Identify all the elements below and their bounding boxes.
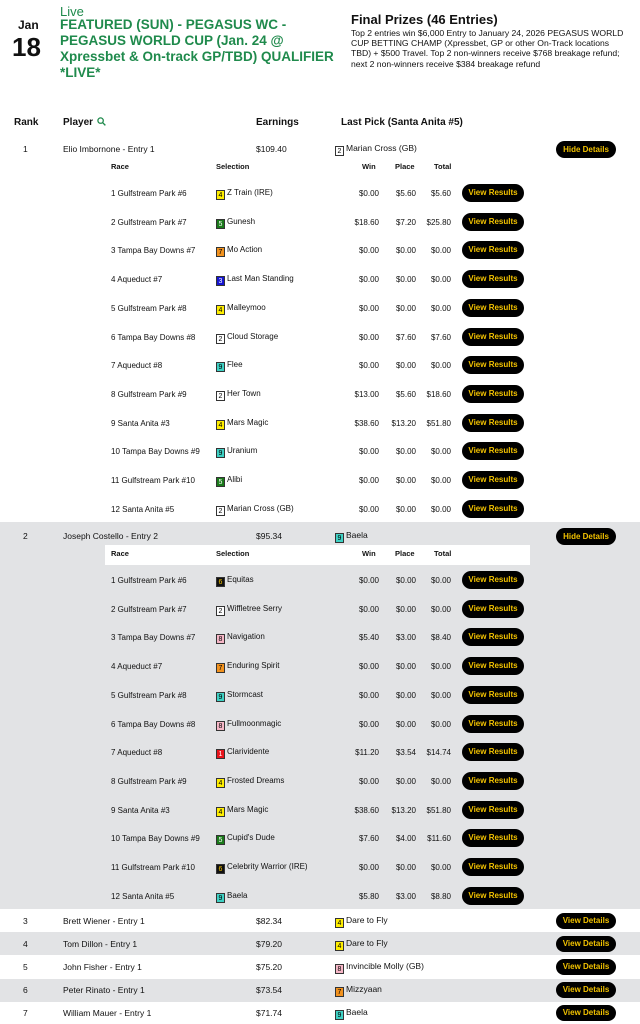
view-results-button[interactable]: View Results [462,628,524,646]
race-selection [216,504,294,516]
player-rank: 3 [23,916,28,926]
post-number-badge: 1 [216,749,225,759]
post-number-badge: 4 [335,918,344,928]
race-name: 11 Gulfstream Park #10 [111,476,195,485]
view-results-button[interactable]: View Results [462,686,524,704]
post-number-badge: 5 [216,477,225,487]
view-results-button[interactable]: View Results [462,571,524,589]
race-selection [216,604,282,616]
race-row [105,380,530,408]
post-number-badge: 2 [216,391,225,401]
race-row [105,323,530,351]
player-column-header [63,117,106,129]
race-win: $0.00 [358,576,379,585]
selection-horse: Equitas [227,575,254,584]
post-number-badge: 8 [216,721,225,731]
race-place: $0.00 [395,662,416,672]
race-total: $0.00 [430,303,451,313]
race-row [105,409,530,437]
race-win: $0.00 [358,662,379,672]
race-name: 12 Santa Anita #5 [111,891,175,901]
contest-header [0,0,640,90]
post-number-badge: 6 [216,864,225,874]
view-results-button[interactable]: View Results [462,743,524,761]
post-number-badge: 2 [216,606,225,616]
race-place: $0.00 [395,604,416,614]
view-results-button[interactable]: View Results [462,600,524,618]
race-selection [216,719,281,731]
player-column-label: Player [63,117,94,128]
post-number-badge: 2 [216,506,225,516]
race-win: $18.60 [354,217,379,227]
selection-horse: Clarividente [227,747,270,757]
race-row [105,566,530,594]
view-details-button[interactable]: View Details [556,982,616,998]
race-total: $0.00 [430,476,451,485]
race-win: $7.60 [358,834,379,844]
selection-horse: Wiffletree Serry [227,603,282,613]
race-selection [216,418,268,430]
post-number-badge: 6 [216,577,225,587]
player-row[interactable] [0,913,640,931]
race-place: $7.20 [395,217,416,227]
race-name: 7 Aqueduct #8 [111,361,163,371]
race-place: $0.00 [395,303,416,313]
race-row [105,466,530,494]
player-last-pick [335,1007,368,1020]
view-results-button[interactable]: View Results [462,241,524,259]
player-rank: 7 [23,1008,28,1018]
race-row [105,208,530,236]
race-name: 10 Tampa Bay Downs #9 [111,447,200,457]
race-place: $0.00 [395,719,416,729]
selection-horse: Navigation [227,632,265,642]
race-row [105,853,530,881]
race-selection [216,274,294,286]
race-total: $18.60 [426,389,451,399]
race-place: $0.00 [395,690,416,700]
race-place: $5.60 [395,389,416,399]
player-rank: 5 [23,962,28,972]
race-total: $0.00 [430,361,451,371]
last-pick-horse: Baela [346,1007,368,1017]
race-total: $8.40 [430,633,451,643]
race-total: $0.00 [430,246,451,256]
race-place: $13.20 [391,805,416,815]
race-place: $0.00 [395,504,416,514]
selection-horse: Z Train (IRE) [227,188,273,197]
player-name: John Fisher - Entry 1 [63,962,142,972]
total-column-header: Total [434,549,452,558]
race-win: $38.60 [354,418,379,428]
race-row [105,437,530,465]
race-win: $5.40 [358,633,379,643]
race-row [105,265,530,293]
race-total: $0.00 [430,576,451,585]
race-place: $7.60 [395,332,416,342]
race-total: $0.00 [430,662,451,672]
race-name: 6 Tampa Bay Downs #8 [111,719,196,729]
post-number-badge: 9 [216,893,225,903]
total-column-header: Total [434,162,452,171]
race-name: 10 Tampa Bay Downs #9 [111,834,200,844]
view-results-button[interactable]: View Results [462,414,524,432]
race-name: 5 Gulfstream Park #8 [111,690,187,700]
player-row[interactable] [0,936,640,954]
date-month: Jan [18,18,39,32]
race-total: $51.80 [426,805,451,815]
race-details-header [105,545,530,565]
post-number-badge: 8 [335,964,344,974]
post-number-badge: 2 [335,146,344,156]
player-name: Brett Wiener - Entry 1 [63,916,145,926]
race-win: $0.00 [358,332,379,342]
race-total: $0.00 [430,504,451,514]
selection-horse: Last Man Standing [227,274,294,284]
view-results-button[interactable]: View Results [462,829,524,847]
race-row [105,351,530,379]
player-last-pick [335,143,417,156]
post-number-badge: 9 [216,362,225,372]
last-pick-horse: Mizzyaan [346,984,382,994]
race-total: $11.60 [427,834,451,844]
race-win: $0.00 [358,476,379,485]
race-place: $0.00 [395,576,416,585]
player-name: Joseph Costello - Entry 2 [63,531,158,541]
race-win: $0.00 [358,361,379,371]
post-number-badge: 2 [216,334,225,344]
place-column-header: Place [395,549,415,558]
post-number-badge: 5 [216,835,225,845]
race-selection [216,833,275,845]
race-name: 8 Gulfstream Park #9 [111,776,187,786]
selection-horse: Frosted Dreams [227,775,285,785]
post-number-badge: 4 [216,778,225,788]
player-row[interactable] [0,982,640,1000]
view-results-button[interactable]: View Results [462,213,524,231]
selection-horse: Stormcast [227,689,264,699]
race-name: 5 Gulfstream Park #8 [111,303,187,313]
post-number-badge: 4 [216,420,225,430]
player-row[interactable] [0,959,640,977]
race-row [105,179,530,207]
race-place: $3.00 [395,891,416,901]
race-place: $0.00 [395,776,416,786]
race-win: $0.00 [358,303,379,313]
race-place: $0.00 [395,246,416,256]
player-last-pick [335,915,388,928]
date-day: 18 [12,32,41,62]
race-selection [216,747,269,759]
hide-details-button[interactable]: Hide Details [556,528,616,545]
view-results-button[interactable]: View Results [462,184,524,202]
race-selection [216,245,262,257]
race-details-table [105,158,530,523]
race-name: 2 Gulfstream Park #7 [111,604,187,614]
race-name: 8 Gulfstream Park #9 [111,389,187,399]
race-selection [216,776,284,788]
race-name: 1 Gulfstream Park #6 [111,576,187,585]
post-number-badge: 8 [216,634,225,644]
race-total: $51.80 [426,418,451,428]
view-results-button[interactable]: View Results [462,887,524,905]
player-earnings: $75.20 [256,962,282,972]
player-earnings: $73.54 [256,985,282,995]
player-name: Tom Dillon - Entry 1 [63,939,138,949]
race-total: $0.00 [430,690,451,700]
selection-horse: Enduring Spirit [227,661,280,671]
race-place: $0.00 [395,476,416,485]
race-row [105,824,530,852]
last-pick-horse: Invincible Molly (GB) [346,961,424,971]
race-details-table [105,545,530,910]
race-row [105,623,530,651]
race-place: $0.00 [395,275,416,285]
player-row[interactable] [0,141,640,159]
race-total: $0.00 [430,776,451,786]
win-column-header: Win [362,549,376,558]
race-selection [216,332,278,344]
view-results-button[interactable]: View Results [462,500,524,518]
race-win: $0.00 [358,275,379,285]
race-selection [216,632,265,644]
player-earnings: $71.74 [256,1008,282,1018]
race-place: $0.00 [395,863,416,872]
race-row [105,681,530,709]
player-rank: 2 [23,531,28,541]
post-number-badge: 9 [335,1010,344,1020]
race-row [105,294,530,322]
race-total: $0.00 [430,604,451,614]
post-number-badge: 4 [216,190,225,200]
race-row [105,595,530,623]
search-icon[interactable] [97,117,106,129]
place-column-header: Place [395,162,415,171]
view-results-button[interactable]: View Results [462,270,524,288]
selection-horse: Her Town [227,388,261,398]
selection-horse: Marian Cross (GB) [227,503,294,513]
post-number-badge: 9 [335,533,344,543]
post-number-badge: 4 [335,941,344,951]
post-number-badge: 7 [216,247,225,257]
race-name: 2 Gulfstream Park #7 [111,217,187,227]
race-selection [216,360,243,372]
view-results-button[interactable]: View Results [462,858,524,876]
race-total: $8.80 [430,891,451,901]
race-win: $0.00 [358,189,379,198]
race-selection [216,862,308,874]
race-place: $0.00 [395,447,416,457]
selection-horse: Mars Magic [227,417,269,427]
last-pick-horse: Baela [346,530,368,540]
player-rank: 1 [23,144,28,154]
race-win: $0.00 [358,504,379,514]
player-name: Elio Imbornone - Entry 1 [63,144,155,154]
race-name: 6 Tampa Bay Downs #8 [111,332,196,342]
race-name: 11 Gulfstream Park #10 [111,863,195,872]
race-total: $0.00 [430,275,451,285]
race-column-header: Race [111,162,129,171]
post-number-badge: 4 [216,305,225,315]
race-selection [216,805,268,817]
selection-column-header: Selection [216,549,250,558]
race-win: $13.00 [354,389,379,399]
view-details-button[interactable]: View Details [556,913,616,929]
race-name: 12 Santa Anita #5 [111,504,175,514]
race-total: $14.74 [426,748,451,758]
race-row [105,767,530,795]
race-name: 4 Aqueduct #7 [111,275,163,285]
selection-horse: Cupid's Dude [227,833,275,843]
race-place: $4.00 [395,834,416,844]
post-number-badge: 7 [335,987,344,997]
last-pick-horse: Dare to Fly [346,915,388,925]
race-place: $3.54 [395,748,416,758]
view-results-button[interactable]: View Results [462,442,524,460]
player-name: Peter Rinato - Entry 1 [63,985,145,995]
view-results-button[interactable]: View Results [462,772,524,790]
post-number-badge: 3 [216,276,225,286]
selection-horse: Mars Magic [227,804,269,814]
player-earnings: $79.20 [256,939,282,949]
last-pick-horse: Dare to Fly [346,938,388,948]
win-column-header: Win [362,162,376,171]
race-name: 9 Santa Anita #3 [111,805,170,815]
player-rank: 6 [23,985,28,995]
race-selection [216,303,266,315]
selection-column-header: Selection [216,162,250,171]
race-win: $0.00 [358,604,379,614]
selection-horse: Flee [227,360,243,370]
view-results-button[interactable]: View Results [462,299,524,317]
race-total: $0.00 [430,863,451,872]
view-results-button[interactable]: View Results [462,801,524,819]
selection-horse: Fullmoonmagic [227,718,282,728]
player-last-pick [335,961,424,974]
race-row [105,652,530,680]
player-row[interactable] [0,1005,640,1023]
race-name: 4 Aqueduct #7 [111,662,163,672]
race-selection [216,217,255,229]
race-row [105,882,530,910]
race-name: 1 Gulfstream Park #6 [111,189,187,198]
race-selection [216,188,273,200]
race-row [105,738,530,766]
live-status: Live [60,4,84,19]
race-name: 9 Santa Anita #3 [111,418,170,428]
race-place: $13.20 [391,418,416,428]
post-number-badge: 7 [216,663,225,673]
view-details-button[interactable]: View Details [556,936,616,952]
selection-horse: Alibi [227,475,243,484]
race-name: 3 Tampa Bay Downs #7 [111,633,196,643]
race-selection [216,661,279,673]
prizes-title: Final Prizes (46 Entries) [351,12,498,27]
race-selection [216,446,257,458]
race-row [105,710,530,738]
post-number-badge: 9 [216,448,225,458]
race-win: $11.20 [355,748,379,758]
selection-horse: Mo Action [227,245,263,255]
contest-title: FEATURED (SUN) - PEGASUS WC - PEGASUS WORLD CUP (Jan. 24 @ Xpressbet & On-track GP/TBD) QUALIFIER *LIVE* [60,17,334,80]
view-results-button[interactable]: View Results [462,385,524,403]
last-pick-column-header: Last Pick (Santa Anita #5) [341,117,463,128]
race-win: $0.00 [358,246,379,256]
selection-horse: Gunesh [227,216,256,226]
race-win: $38.60 [354,805,379,815]
view-results-button[interactable]: View Results [462,657,524,675]
race-win: $0.00 [358,719,379,729]
post-number-badge: 9 [216,692,225,702]
race-selection [216,475,242,487]
selection-horse: Celebrity Warrior (IRE) [227,862,308,871]
race-place: $3.00 [395,633,416,643]
selection-horse: Malleymoo [227,302,266,312]
player-last-pick [335,530,368,543]
race-win: $0.00 [358,776,379,786]
race-details-header [105,158,530,178]
player-earnings: $82.34 [256,916,282,926]
race-place: $5.60 [395,189,416,198]
race-name: 3 Tampa Bay Downs #7 [111,246,196,256]
race-selection [216,575,254,587]
race-place: $0.00 [395,361,416,371]
earnings-column-header: Earnings [256,117,299,128]
view-results-button[interactable]: View Results [462,715,524,733]
player-earnings: $95.34 [256,531,282,541]
race-total: $7.60 [430,332,451,342]
last-pick-horse: Marian Cross (GB) [346,143,417,153]
view-results-button[interactable]: View Results [462,328,524,346]
rank-column-header: Rank [14,117,39,128]
prizes-description: Top 2 entries win $6,000 Entry to January 24, 2026 PEGASUS WORLD CUP BETTING CHAMP (Xpressbet, GP or other On-Track locations TBD) + $500 Travel. Top 2 non-winners receive $768 breakage refund; next 2 non-winners receive $384 breakage refund [351,28,624,69]
race-total: $25.80 [426,217,451,227]
race-win: $0.00 [358,447,379,457]
player-earnings: $109.40 [256,144,287,154]
race-win: $0.00 [358,690,379,700]
hide-details-button[interactable]: Hide Details [556,141,616,158]
race-total: $0.00 [430,719,451,729]
post-number-badge: 4 [216,807,225,817]
selection-horse: Baela [227,890,248,900]
player-row[interactable] [0,528,640,546]
post-number-badge: 5 [216,219,225,229]
race-total: $0.00 [430,447,451,457]
race-selection [216,690,263,702]
race-row [105,796,530,824]
race-row [105,495,530,523]
view-results-button[interactable]: View Results [462,471,524,489]
race-name: 7 Aqueduct #8 [111,748,163,758]
player-name: William Mauer - Entry 1 [63,1008,152,1018]
player-last-pick [335,984,382,997]
race-win: $0.00 [358,863,379,872]
selection-horse: Uranium [227,446,258,456]
race-total: $5.60 [430,189,451,198]
race-win: $5.80 [358,891,379,901]
race-row [105,236,530,264]
player-last-pick [335,938,388,951]
view-details-button[interactable]: View Details [556,1005,616,1021]
race-selection [216,891,247,903]
player-rank: 4 [23,939,28,949]
selection-horse: Cloud Storage [227,331,279,341]
view-details-button[interactable]: View Details [556,959,616,975]
view-results-button[interactable]: View Results [462,356,524,374]
race-selection [216,389,261,401]
race-column-header: Race [111,549,129,558]
